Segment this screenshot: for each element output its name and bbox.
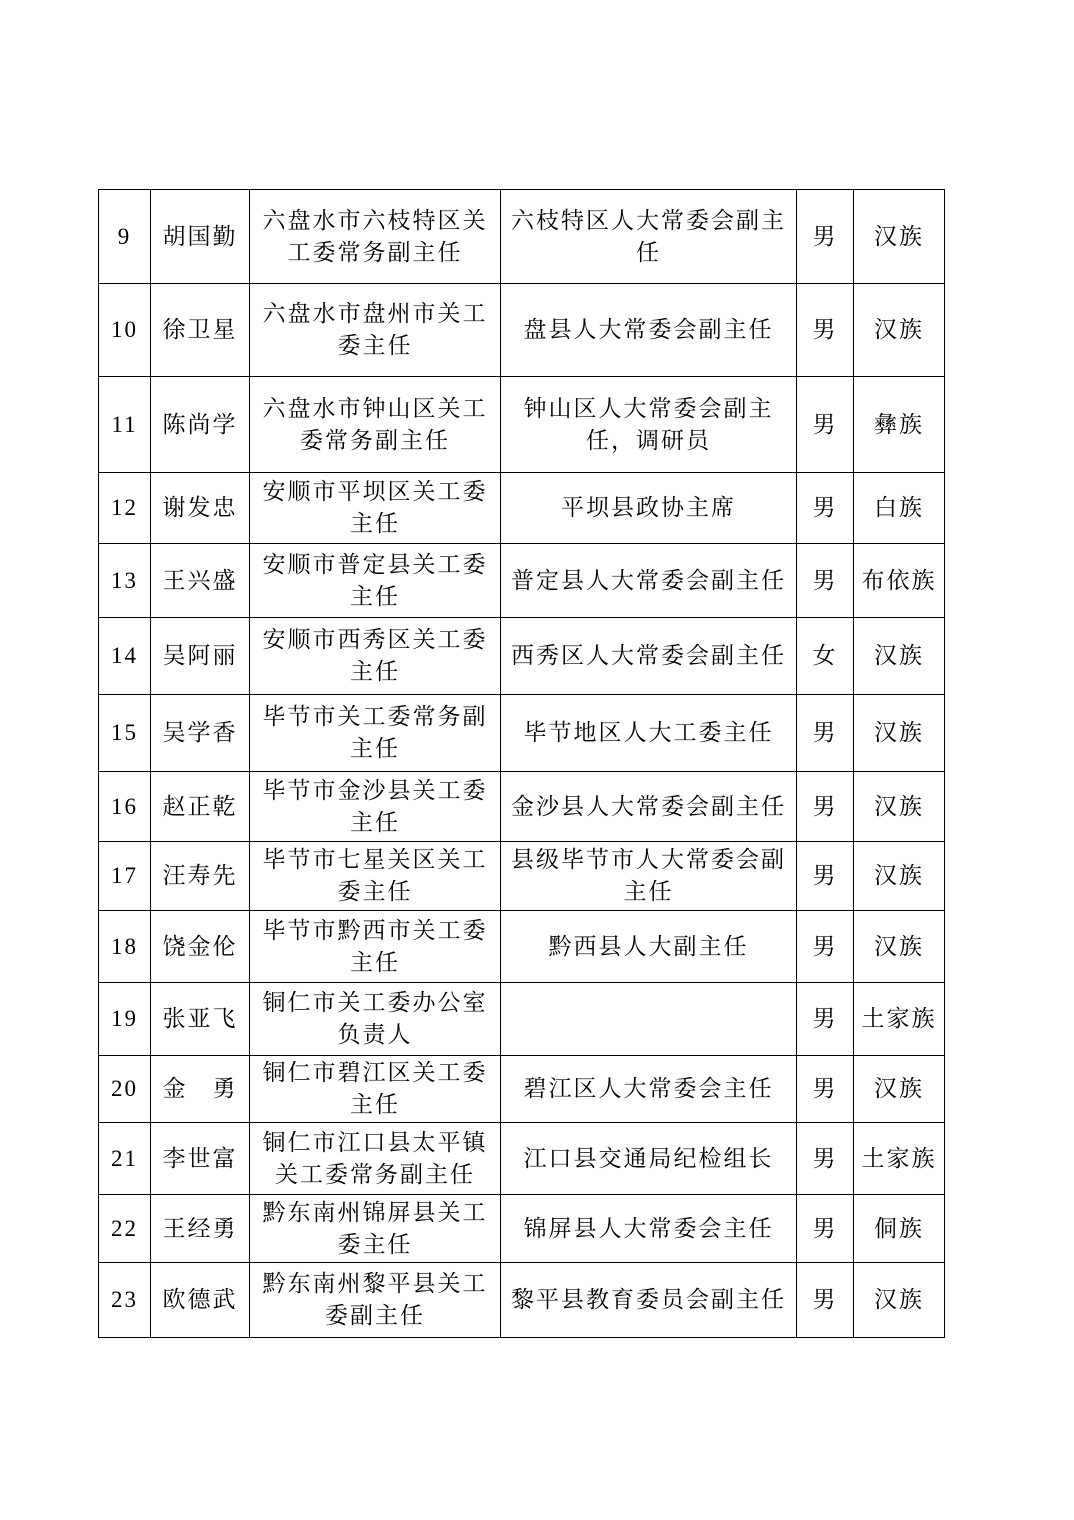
former-position-cell: 江口县交通局纪检组长 bbox=[501, 1123, 797, 1195]
row-number-cell: 20 bbox=[99, 1056, 151, 1123]
person-name-cell: 汪寿先 bbox=[151, 842, 250, 911]
row-number-cell: 17 bbox=[99, 842, 151, 911]
person-name-cell: 吴阿丽 bbox=[151, 618, 250, 695]
person-name-cell: 吴学香 bbox=[151, 695, 250, 772]
org-position-cell: 黔东南州锦屏县关工委主任 bbox=[250, 1195, 501, 1263]
org-position-cell: 毕节市金沙县关工委主任 bbox=[250, 772, 501, 842]
former-position-cell bbox=[501, 983, 797, 1056]
person-name-cell: 饶金伦 bbox=[151, 911, 250, 983]
person-name-cell: 谢发忠 bbox=[151, 473, 250, 544]
ethnicity-cell: 侗族 bbox=[854, 1195, 945, 1263]
row-number-cell: 21 bbox=[99, 1123, 151, 1195]
row-number-cell: 14 bbox=[99, 618, 151, 695]
person-name-cell: 王兴盛 bbox=[151, 544, 250, 618]
gender-cell: 男 bbox=[797, 544, 854, 618]
ethnicity-cell: 汉族 bbox=[854, 1263, 945, 1338]
ethnicity-cell: 汉族 bbox=[854, 1056, 945, 1123]
ethnicity-cell: 土家族 bbox=[854, 1123, 945, 1195]
row-number-cell: 10 bbox=[99, 284, 151, 377]
ethnicity-cell: 汉族 bbox=[854, 618, 945, 695]
org-position-cell: 铜仁市关工委办公室负责人 bbox=[250, 983, 501, 1056]
table-row bbox=[99, 1056, 945, 1123]
gender-cell: 男 bbox=[797, 983, 854, 1056]
person-name-cell: 王经勇 bbox=[151, 1195, 250, 1263]
former-position-cell: 毕节地区人大工委主任 bbox=[501, 695, 797, 772]
table-row bbox=[99, 695, 945, 772]
org-position-cell: 毕节市关工委常务副主任 bbox=[250, 695, 501, 772]
person-name-cell: 欧德武 bbox=[151, 1263, 250, 1338]
ethnicity-cell: 白族 bbox=[854, 473, 945, 544]
table-row bbox=[99, 284, 945, 377]
table-row bbox=[99, 911, 945, 983]
ethnicity-cell: 汉族 bbox=[854, 911, 945, 983]
table-row bbox=[99, 544, 945, 618]
roster-table bbox=[98, 189, 945, 1338]
gender-cell: 男 bbox=[797, 1123, 854, 1195]
table-row bbox=[99, 377, 945, 473]
person-name-cell: 陈尚学 bbox=[151, 377, 250, 473]
gender-cell: 男 bbox=[797, 377, 854, 473]
person-name-cell: 徐卫星 bbox=[151, 284, 250, 377]
row-number-cell: 13 bbox=[99, 544, 151, 618]
table-row bbox=[99, 618, 945, 695]
org-position-cell: 铜仁市江口县太平镇关工委常务副主任 bbox=[250, 1123, 501, 1195]
gender-cell: 男 bbox=[797, 284, 854, 377]
gender-cell: 男 bbox=[797, 1195, 854, 1263]
table-row bbox=[99, 1263, 945, 1338]
gender-cell: 男 bbox=[797, 772, 854, 842]
gender-cell: 男 bbox=[797, 911, 854, 983]
table-row bbox=[99, 190, 945, 284]
former-position-cell: 碧江区人大常委会主任 bbox=[501, 1056, 797, 1123]
row-number-cell: 23 bbox=[99, 1263, 151, 1338]
org-position-cell: 安顺市普定县关工委主任 bbox=[250, 544, 501, 618]
ethnicity-cell: 布依族 bbox=[854, 544, 945, 618]
gender-cell: 男 bbox=[797, 473, 854, 544]
former-position-cell: 黔西县人大副主任 bbox=[501, 911, 797, 983]
org-position-cell: 安顺市平坝区关工委主任 bbox=[250, 473, 501, 544]
ethnicity-cell: 汉族 bbox=[854, 190, 945, 284]
former-position-cell: 黎平县教育委员会副主任 bbox=[501, 1263, 797, 1338]
org-position-cell: 安顺市西秀区关工委主任 bbox=[250, 618, 501, 695]
ethnicity-cell: 土家族 bbox=[854, 983, 945, 1056]
row-number-cell: 12 bbox=[99, 473, 151, 544]
person-name-cell: 张亚飞 bbox=[151, 983, 250, 1056]
gender-cell: 男 bbox=[797, 695, 854, 772]
gender-cell: 男 bbox=[797, 842, 854, 911]
former-position-cell: 金沙县人大常委会副主任 bbox=[501, 772, 797, 842]
org-position-cell: 六盘水市钟山区关工委常务副主任 bbox=[250, 377, 501, 473]
former-position-cell: 县级毕节市人大常委会副主任 bbox=[501, 842, 797, 911]
person-name-cell: 赵正乾 bbox=[151, 772, 250, 842]
ethnicity-cell: 汉族 bbox=[854, 772, 945, 842]
former-position-cell: 六枝特区人大常委会副主任 bbox=[501, 190, 797, 284]
row-number-cell: 16 bbox=[99, 772, 151, 842]
person-name-cell: 金 勇 bbox=[151, 1056, 250, 1123]
org-position-cell: 毕节市七星关区关工委主任 bbox=[250, 842, 501, 911]
row-number-cell: 11 bbox=[99, 377, 151, 473]
person-name-cell: 胡国勤 bbox=[151, 190, 250, 284]
ethnicity-cell: 汉族 bbox=[854, 842, 945, 911]
org-position-cell: 黔东南州黎平县关工委副主任 bbox=[250, 1263, 501, 1338]
former-position-cell: 锦屏县人大常委会主任 bbox=[501, 1195, 797, 1263]
org-position-cell: 六盘水市六枝特区关工委常务副主任 bbox=[250, 190, 501, 284]
former-position-cell: 西秀区人大常委会副主任 bbox=[501, 618, 797, 695]
gender-cell: 女 bbox=[797, 618, 854, 695]
row-number-cell: 22 bbox=[99, 1195, 151, 1263]
table-row bbox=[99, 842, 945, 911]
ethnicity-cell: 彝族 bbox=[854, 377, 945, 473]
table-row bbox=[99, 473, 945, 544]
gender-cell: 男 bbox=[797, 1263, 854, 1338]
org-position-cell: 铜仁市碧江区关工委主任 bbox=[250, 1056, 501, 1123]
org-position-cell: 六盘水市盘州市关工委主任 bbox=[250, 284, 501, 377]
table-row bbox=[99, 983, 945, 1056]
ethnicity-cell: 汉族 bbox=[854, 284, 945, 377]
table-row bbox=[99, 772, 945, 842]
org-position-cell: 毕节市黔西市关工委主任 bbox=[250, 911, 501, 983]
gender-cell: 男 bbox=[797, 190, 854, 284]
former-position-cell: 钟山区人大常委会副主任，调研员 bbox=[501, 377, 797, 473]
row-number-cell: 15 bbox=[99, 695, 151, 772]
former-position-cell: 普定县人大常委会副主任 bbox=[501, 544, 797, 618]
ethnicity-cell: 汉族 bbox=[854, 695, 945, 772]
row-number-cell: 18 bbox=[99, 911, 151, 983]
former-position-cell: 盘县人大常委会副主任 bbox=[501, 284, 797, 377]
roster-table-body bbox=[99, 190, 945, 1338]
table-row bbox=[99, 1195, 945, 1263]
table-row bbox=[99, 1123, 945, 1195]
former-position-cell: 平坝县政协主席 bbox=[501, 473, 797, 544]
person-name-cell: 李世富 bbox=[151, 1123, 250, 1195]
row-number-cell: 19 bbox=[99, 983, 151, 1056]
gender-cell: 男 bbox=[797, 1056, 854, 1123]
row-number-cell: 9 bbox=[99, 190, 151, 284]
